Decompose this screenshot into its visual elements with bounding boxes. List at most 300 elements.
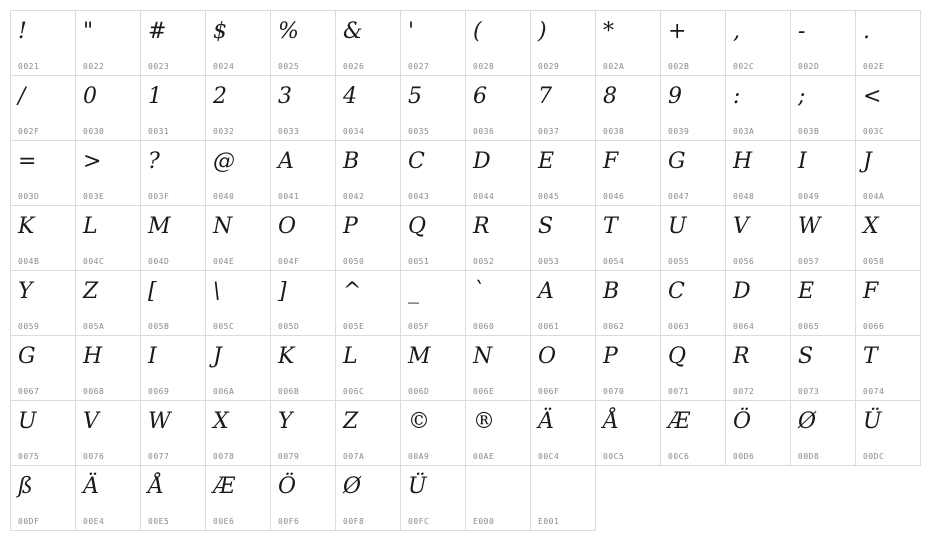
- glyph-cell: [725, 10, 791, 76]
- glyph-cell: [790, 335, 856, 401]
- glyph-cell: [660, 335, 726, 401]
- glyph-code: 00AE: [473, 452, 495, 461]
- glyph-code: 0045: [538, 192, 560, 201]
- glyph-code: 0025: [278, 62, 300, 71]
- glyph-cell: [270, 270, 336, 336]
- glyph-cell: [465, 10, 531, 76]
- glyph-cell: [530, 75, 596, 141]
- glyph-char: Ä: [83, 474, 99, 499]
- glyph-code: 00A9: [408, 452, 430, 461]
- glyph-code: 0078: [213, 452, 235, 461]
- glyph-char: X: [213, 409, 229, 434]
- glyph-cell: [335, 335, 401, 401]
- glyph-cell: [10, 335, 76, 401]
- glyph-char: 6: [473, 84, 487, 109]
- glyph-cell: [400, 465, 466, 531]
- glyph-code: 0035: [408, 127, 430, 136]
- glyph-char: *: [603, 19, 614, 44]
- glyph-cell: [140, 270, 206, 336]
- glyph-cell: [140, 205, 206, 271]
- glyph-cell: [595, 270, 661, 336]
- glyph-cell: [270, 75, 336, 141]
- glyph-char: B: [603, 279, 620, 304]
- glyph-char: ©: [408, 409, 430, 434]
- glyph-code: 0047: [668, 192, 690, 201]
- glyph-code: 0062: [603, 322, 625, 331]
- glyph-char: 5: [408, 84, 422, 109]
- glyph-char: &: [343, 19, 363, 44]
- glyph-cell: [10, 400, 76, 466]
- glyph-char: Y: [278, 409, 293, 434]
- glyph-char: U: [668, 214, 687, 239]
- glyph-code: 00E6: [213, 517, 235, 526]
- glyph-cell: [10, 140, 76, 206]
- glyph-code: 002A: [603, 62, 625, 71]
- glyph-char: Å: [148, 474, 164, 499]
- glyph-cell: [400, 270, 466, 336]
- glyph-cell: [660, 400, 726, 466]
- glyph-code: 006E: [473, 387, 495, 396]
- glyph-code: 0032: [213, 127, 235, 136]
- glyph-char: Ü: [408, 474, 427, 499]
- glyph-code: 0031: [148, 127, 170, 136]
- glyph-char: C: [668, 279, 685, 304]
- glyph-code: 0021: [18, 62, 40, 71]
- glyph-cell: [75, 75, 141, 141]
- glyph-cell: [10, 10, 76, 76]
- glyph-cell: [75, 335, 141, 401]
- glyph-cell: [335, 10, 401, 76]
- glyph-char: _: [408, 279, 419, 304]
- glyph-code: 0053: [538, 257, 560, 266]
- glyph-cell: [335, 465, 401, 531]
- glyph-cell: [465, 335, 531, 401]
- glyph-code: 0063: [668, 322, 690, 331]
- glyph-cell: [400, 205, 466, 271]
- glyph-char: E: [538, 149, 555, 174]
- glyph-code: 00FC: [408, 517, 430, 526]
- glyph-code: 0050: [343, 257, 365, 266]
- glyph-code: 0036: [473, 127, 495, 136]
- glyph-cell: [270, 205, 336, 271]
- glyph-char: ": [83, 19, 94, 44]
- glyph-code: 0071: [668, 387, 690, 396]
- glyph-code: 0066: [863, 322, 885, 331]
- glyph-cell: [855, 140, 921, 206]
- glyph-code: 0075: [18, 452, 40, 461]
- glyph-char: J: [863, 149, 872, 174]
- glyph-code: 00E4: [83, 517, 105, 526]
- glyph-code: 0073: [798, 387, 820, 396]
- glyph-cell: [595, 75, 661, 141]
- glyph-code: 006B: [278, 387, 300, 396]
- glyph-char: @: [213, 149, 235, 174]
- glyph-code: 0059: [18, 322, 40, 331]
- glyph-code: 00E5: [148, 517, 170, 526]
- glyph-cell: [790, 205, 856, 271]
- glyph-char: Ø: [343, 474, 362, 499]
- glyph-code: 00F6: [278, 517, 300, 526]
- glyph-char: B: [343, 149, 360, 174]
- glyph-char: L: [83, 214, 98, 239]
- glyph-char: 3: [278, 84, 292, 109]
- glyph-cell: [75, 10, 141, 76]
- glyph-code: 0057: [798, 257, 820, 266]
- glyph-code: 0058: [863, 257, 885, 266]
- glyph-char: Ø: [798, 409, 817, 434]
- glyph-code: 0040: [213, 192, 235, 201]
- glyph-code: 0023: [148, 62, 170, 71]
- glyph-char: !: [18, 19, 27, 44]
- glyph-code: 0030: [83, 127, 105, 136]
- glyph-cell: [790, 10, 856, 76]
- glyph-code: 0038: [603, 127, 625, 136]
- glyph-char: W: [798, 214, 821, 239]
- glyph-char: =: [18, 149, 37, 174]
- glyph-code: 0052: [473, 257, 495, 266]
- glyph-char: O: [538, 344, 557, 369]
- glyph-code: 0076: [83, 452, 105, 461]
- glyph-code: 0026: [343, 62, 365, 71]
- glyph-char: ,: [733, 19, 740, 44]
- glyph-code: 0046: [603, 192, 625, 201]
- glyph-cell: [205, 465, 271, 531]
- glyph-cell: [465, 205, 531, 271]
- glyph-cell: [725, 335, 791, 401]
- glyph-cell: [465, 140, 531, 206]
- glyph-cell: [595, 10, 661, 76]
- glyph-char: U: [18, 409, 37, 434]
- glyph-char: H: [83, 344, 103, 369]
- glyph-cell: [595, 140, 661, 206]
- glyph-code: 004B: [18, 257, 40, 266]
- glyph-cell: [10, 270, 76, 336]
- glyph-char: T: [603, 214, 618, 239]
- glyph-cell: [465, 270, 531, 336]
- glyph-code: 002F: [18, 127, 40, 136]
- glyph-char: X: [863, 214, 879, 239]
- glyph-cell: [205, 10, 271, 76]
- glyph-cell: [855, 270, 921, 336]
- glyph-char: [: [148, 279, 157, 304]
- glyph-char: E: [798, 279, 815, 304]
- glyph-char: T: [863, 344, 878, 369]
- glyph-cell: [855, 335, 921, 401]
- glyph-char: S: [538, 214, 554, 239]
- glyph-cell: [335, 270, 401, 336]
- glyph-code: 006A: [213, 387, 235, 396]
- glyph-char: L: [343, 344, 358, 369]
- glyph-cell: [400, 10, 466, 76]
- glyph-cell: [75, 140, 141, 206]
- glyph-char: K: [18, 214, 35, 239]
- glyph-code: 005E: [343, 322, 365, 331]
- glyph-char: `: [473, 279, 484, 304]
- glyph-char: G: [18, 344, 36, 369]
- glyph-char: Ä: [538, 409, 554, 434]
- glyph-code: 005B: [148, 322, 170, 331]
- glyph-code: 003A: [733, 127, 755, 136]
- glyph-char: C: [408, 149, 425, 174]
- glyph-char: :: [733, 84, 741, 109]
- glyph-cell: [790, 140, 856, 206]
- glyph-cell: [725, 140, 791, 206]
- glyph-code: 006C: [343, 387, 365, 396]
- glyph-char: 7: [538, 84, 552, 109]
- glyph-char: .: [863, 19, 870, 44]
- glyph-char: ): [538, 19, 547, 44]
- glyph-code: 0024: [213, 62, 235, 71]
- glyph-cell: [530, 10, 596, 76]
- glyph-code: 0064: [733, 322, 755, 331]
- glyph-cell: [270, 465, 336, 531]
- glyph-cell: [400, 75, 466, 141]
- glyph-code: 002B: [668, 62, 690, 71]
- glyph-char: 2: [213, 84, 227, 109]
- glyph-code: 004A: [863, 192, 885, 201]
- glyph-char: G: [668, 149, 686, 174]
- glyph-grid: [10, 10, 920, 530]
- glyph-char: Y: [18, 279, 33, 304]
- glyph-cell: [855, 400, 921, 466]
- glyph-code: 0070: [603, 387, 625, 396]
- glyph-char: ': [408, 19, 415, 44]
- glyph-char: >: [83, 149, 102, 174]
- glyph-cell: [270, 400, 336, 466]
- glyph-code: 0027: [408, 62, 430, 71]
- glyph-cell: [140, 335, 206, 401]
- glyph-code: 0028: [473, 62, 495, 71]
- glyph-code: 0054: [603, 257, 625, 266]
- glyph-code: 00DC: [863, 452, 885, 461]
- glyph-char: N: [213, 214, 233, 239]
- glyph-code: 0068: [83, 387, 105, 396]
- glyph-char: 0: [83, 84, 97, 109]
- glyph-cell: [725, 75, 791, 141]
- glyph-char: I: [798, 149, 807, 174]
- glyph-code: 005A: [83, 322, 105, 331]
- glyph-cell: [140, 140, 206, 206]
- glyph-code: 00C6: [668, 452, 690, 461]
- glyph-cell: [75, 270, 141, 336]
- glyph-code: 0043: [408, 192, 430, 201]
- glyph-char: Ü: [863, 409, 882, 434]
- glyph-cell: [790, 400, 856, 466]
- glyph-char: Æ: [213, 474, 236, 499]
- glyph-char: A: [278, 149, 294, 174]
- glyph-char: /: [18, 84, 26, 109]
- glyph-code: 0029: [538, 62, 560, 71]
- glyph-code: 004E: [213, 257, 235, 266]
- glyph-char: R: [473, 214, 490, 239]
- glyph-char: V: [83, 409, 99, 434]
- glyph-char: Ö: [278, 474, 297, 499]
- glyph-char: \: [213, 279, 221, 304]
- glyph-code: 00D8: [798, 452, 820, 461]
- glyph-cell: [855, 75, 921, 141]
- glyph-code: 0034: [343, 127, 365, 136]
- glyph-cell: [270, 335, 336, 401]
- glyph-cell: [530, 205, 596, 271]
- glyph-code: 0039: [668, 127, 690, 136]
- glyph-code: 00C4: [538, 452, 560, 461]
- glyph-cell: [595, 335, 661, 401]
- glyph-code: 003D: [18, 192, 40, 201]
- glyph-char: F: [603, 149, 619, 174]
- glyph-cell: [10, 465, 76, 531]
- glyph-code: 0055: [668, 257, 690, 266]
- glyph-char: +: [668, 19, 687, 44]
- glyph-cell: [400, 140, 466, 206]
- glyph-code: 002C: [733, 62, 755, 71]
- glyph-cell: [205, 75, 271, 141]
- glyph-char: O: [278, 214, 297, 239]
- glyph-code: 0060: [473, 322, 495, 331]
- glyph-char: Ö: [733, 409, 752, 434]
- glyph-cell: [75, 205, 141, 271]
- glyph-code: 0061: [538, 322, 560, 331]
- glyph-code: 0069: [148, 387, 170, 396]
- glyph-cell: [530, 140, 596, 206]
- glyph-cell: [205, 140, 271, 206]
- glyph-char: Z: [83, 279, 99, 304]
- glyph-cell: [140, 75, 206, 141]
- glyph-code: 004C: [83, 257, 105, 266]
- glyph-cell: [335, 140, 401, 206]
- glyph-char: M: [408, 344, 431, 369]
- glyph-char: ?: [148, 149, 160, 174]
- glyph-char: V: [733, 214, 749, 239]
- glyph-code: 005C: [213, 322, 235, 331]
- glyph-code: 004D: [148, 257, 170, 266]
- glyph-char: %: [278, 19, 299, 44]
- glyph-char: H: [733, 149, 753, 174]
- glyph-cell: [725, 205, 791, 271]
- glyph-cell: [790, 270, 856, 336]
- glyph-char: P: [343, 214, 358, 239]
- glyph-cell: [660, 75, 726, 141]
- glyph-char: P: [603, 344, 618, 369]
- glyph-char: 8: [603, 84, 617, 109]
- glyph-code: 0065: [798, 322, 820, 331]
- glyph-code: 0067: [18, 387, 40, 396]
- glyph-cell: [855, 10, 921, 76]
- glyph-cell: [270, 140, 336, 206]
- glyph-char: (: [473, 19, 482, 44]
- glyph-char: S: [798, 344, 814, 369]
- glyph-char: -: [798, 19, 806, 44]
- glyph-code: 0074: [863, 387, 885, 396]
- glyph-char: I: [148, 344, 157, 369]
- glyph-char: D: [733, 279, 751, 304]
- glyph-code: 0022: [83, 62, 105, 71]
- glyph-char: F: [863, 279, 879, 304]
- glyph-code: E001: [538, 517, 560, 526]
- glyph-code: 005F: [408, 322, 430, 331]
- glyph-char: Q: [668, 344, 687, 369]
- glyph-char: Æ: [668, 409, 691, 434]
- glyph-code: 005D: [278, 322, 300, 331]
- glyph-code: 0072: [733, 387, 755, 396]
- glyph-cell: [595, 205, 661, 271]
- glyph-code: 0037: [538, 127, 560, 136]
- glyph-code: 003F: [148, 192, 170, 201]
- glyph-cell: [790, 75, 856, 141]
- glyph-cell: [660, 270, 726, 336]
- glyph-cell: [140, 465, 206, 531]
- glyph-cell: [725, 400, 791, 466]
- glyph-cell: [530, 400, 596, 466]
- glyph-char: #: [148, 19, 167, 44]
- glyph-char: R: [733, 344, 750, 369]
- glyph-char: J: [213, 344, 222, 369]
- glyph-cell: [400, 335, 466, 401]
- glyph-code: 004F: [278, 257, 300, 266]
- glyph-cell: [465, 465, 531, 531]
- glyph-cell: [530, 335, 596, 401]
- glyph-cell: [530, 465, 596, 531]
- glyph-cell: [205, 400, 271, 466]
- glyph-code: 0041: [278, 192, 300, 201]
- glyph-char: ;: [798, 84, 806, 109]
- glyph-code: 002D: [798, 62, 820, 71]
- glyph-code: 006D: [408, 387, 430, 396]
- glyph-code: E000: [473, 517, 495, 526]
- glyph-char: 9: [668, 84, 682, 109]
- glyph-cell: [465, 75, 531, 141]
- glyph-cell: [660, 205, 726, 271]
- glyph-char: <: [863, 84, 882, 109]
- glyph-code: 0033: [278, 127, 300, 136]
- glyph-code: 0042: [343, 192, 365, 201]
- glyph-char: Z: [343, 409, 359, 434]
- glyph-char: W: [148, 409, 171, 434]
- glyph-cell: [725, 270, 791, 336]
- glyph-code: 00D6: [733, 452, 755, 461]
- glyph-code: 006F: [538, 387, 560, 396]
- glyph-cell: [530, 270, 596, 336]
- glyph-code: 0056: [733, 257, 755, 266]
- glyph-char: ®: [473, 409, 495, 434]
- glyph-cell: [10, 205, 76, 271]
- glyph-char: Q: [408, 214, 427, 239]
- glyph-char: N: [473, 344, 493, 369]
- glyph-code: 0077: [148, 452, 170, 461]
- glyph-code: 00C5: [603, 452, 625, 461]
- glyph-cell: [75, 465, 141, 531]
- glyph-char: 4: [343, 84, 357, 109]
- glyph-code: 00F8: [343, 517, 365, 526]
- glyph-code: 00DF: [18, 517, 40, 526]
- glyph-cell: [400, 400, 466, 466]
- glyph-char: Å: [603, 409, 619, 434]
- glyph-code: 0048: [733, 192, 755, 201]
- glyph-cell: [140, 400, 206, 466]
- glyph-code: 0079: [278, 452, 300, 461]
- glyph-code: 0049: [798, 192, 820, 201]
- glyph-cell: [205, 335, 271, 401]
- glyph-cell: [660, 10, 726, 76]
- glyph-cell: [205, 270, 271, 336]
- glyph-cell: [270, 10, 336, 76]
- glyph-code: 003C: [863, 127, 885, 136]
- glyph-cell: [10, 75, 76, 141]
- glyph-cell: [335, 75, 401, 141]
- glyph-char: ]: [278, 279, 287, 304]
- glyph-char: $: [213, 19, 227, 44]
- glyph-char: K: [278, 344, 295, 369]
- glyph-char: A: [538, 279, 554, 304]
